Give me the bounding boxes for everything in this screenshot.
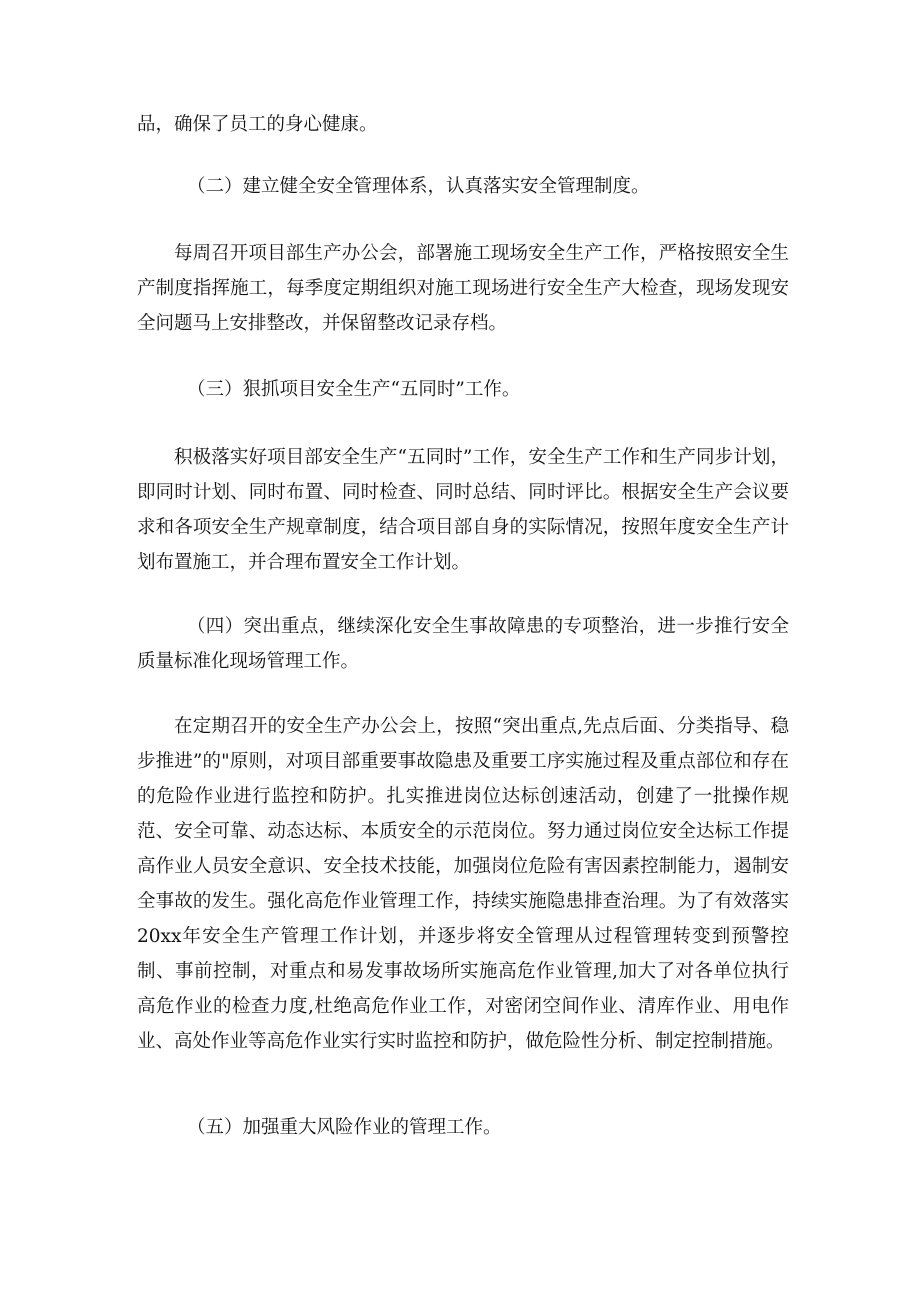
- paragraph-weekly-meeting: 每周召开项目部生产办公会，部署施工现场安全生产工作，严格按照安全生产制度指挥施工，每季度定期组织对施工现场进行安全生产大检查，现场发现安全问题马上安排整改，并保留整改记录存档。: [137, 243, 789, 334]
- section-heading-2: （二）建立健全安全管理体系，认真落实安全管理制度。: [186, 176, 650, 197]
- paragraph-five-simultaneous: 积极落实好项目部安全生产“五同时”工作，安全生产工作和生产同步计划，即同时计划、同时布置、同时检查、同时总结、同时评比。根据安全生产会议要求和各项安全生产规章制度，结合项目部自身的实际情况，按照年度安全生产计划布置施工，并合理布置安全工作计划。: [137, 447, 789, 573]
- section-heading-3: （三）狠抓项目安全生产“五同时”工作。: [186, 379, 521, 400]
- section-heading-4: （四）突出重点，继续深化安全生事故障患的专项整治，进一步推行安全质量标准化现场管理工作。: [137, 616, 789, 672]
- paragraph-hazard-control: 在定期召开的安全生产办公会上，按照“突出重点,先点后面、分类指导、稳步推进”的"原则，对项目部重要事故隐患及重要工序实施过程及重点部位和存在的危险作业进行监控和防护。扎实推进岗位达标创速活动，创建了一批操作规范、安全可靠、动态达标、本质安全的示范岗位。努力通过岗位安全达标工作提高作业人员安全意识、安全技术技能，加强岗位危险有害因素控制能力，遏制安全事故的发生。强化高危作业管理工作，持续实施隐患排查治理。为了有效落实20xx年安全生产管理工作计划，并逐步将安全管理从过程管理转变到预警控制、事前控制，对重点和易发事故场所实施高危作业管理,加大了对各单位执行高危作业的检查力度,杜绝高危作业工作，对密闭空间作业、清库作业、用电作业、高处作业等高危作业实行实时监控和防护，做危险性分析、制定控制措施。: [137, 716, 789, 1052]
- section-heading-5: （五）加强重大风险作业的管理工作。: [186, 1117, 502, 1138]
- paragraph-continued: 品，确保了员工的身心健康。: [137, 114, 378, 135]
